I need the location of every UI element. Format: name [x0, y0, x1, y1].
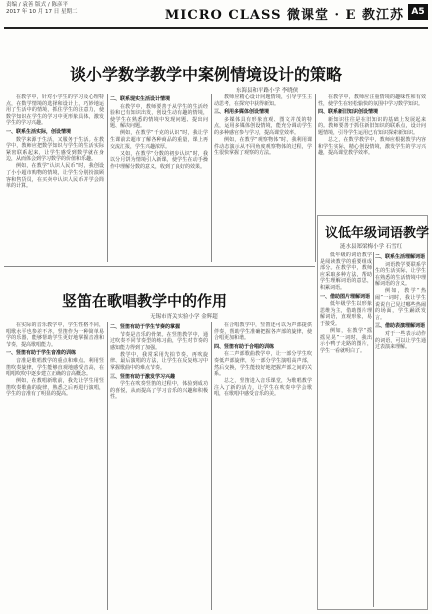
body-paragraph: 例如，在教学“摇摇晃晃”一词时，我出示小鸭子走路的图片，学生一看就明白了。	[320, 328, 372, 354]
body-paragraph: 节奏是音乐的骨架。在竖笛教学中，通过吹奏不同节奏型的练习曲，学生对节奏的感知能力得到了加强。	[110, 331, 208, 351]
body-paragraph: 总之，在数学教学中，教师应根据教学内容和学生实际，精心创设情境，激发学生的学习兴趣，提高课堂教学效率。	[318, 137, 426, 157]
date-line: 2017 年 10 月 17 日 星期二	[6, 9, 78, 15]
body-paragraph: 在二声部歌曲教学中，让一部分学生吹奏低声部旋律，另一部分学生演唱高声部，然后交换，学生能较好地把握声部之间的关系。	[214, 351, 312, 378]
subheading: 二、竖笛有助于学生节奏的掌握	[110, 324, 181, 330]
article3-title: 议低年级词语教学	[325, 226, 430, 241]
column-divider	[211, 322, 212, 610]
article1-col-2	[110, 94, 208, 262]
article1-col-4	[318, 94, 426, 212]
article2-col-3	[214, 322, 312, 610]
column-divider	[315, 94, 316, 262]
column-divider	[107, 322, 108, 610]
editor-line: 责编 / 袁善 版式 / 陈彦平	[6, 2, 68, 8]
subheading: 四、竖笛有助于合唱的训练	[214, 343, 275, 350]
body-paragraph: 教师应精心设计问题情境，引导学生主动思考，在探究中获得新知。	[214, 94, 312, 107]
body-paragraph: 新知识往往是在旧知识的基础上发展起来的。教师要善于抓住新旧知识的联系点，设计问题情境，引导学生运用已有知识探索新知识。	[318, 116, 426, 136]
body-paragraph: 例如，在教学“观察物体”时，我利用课件动态演示从不同角度观察物体的过程，学生很快掌握了观察的方法。	[214, 137, 312, 157]
article1-col-1	[6, 94, 104, 262]
body-paragraph: 音准是歌唱教学的重点和难点。利用竖笛吹奏旋律，学生能够直观地感受音高，在唱唱吹吹中逐步建立正确的音高概念。	[6, 357, 104, 378]
issue-meta	[6, 2, 77, 16]
body-paragraph: 对于一些表示动作的词语，可以让学生通过表演来理解。	[375, 331, 426, 351]
body-paragraph: 低年级学生以形象思维为主，借助图片理解词语，直观形象，易于接受。	[320, 301, 372, 327]
subheading: 三、竖笛有助于激发学习兴趣	[110, 373, 176, 380]
subheading: 一、竖笛有助于学生音准的训练	[6, 350, 77, 357]
article3-col-2	[375, 252, 426, 607]
body-paragraph: 在教学中，教师应注重情境的趣味性和有效性，使学生在轻松愉快的氛围中学习数学知识。	[318, 94, 426, 107]
body-paragraph: 在合唱教学中，竖笛还可以为声部提供伴奏，帮助学生准确把握各声部的旋律，使合唱更加和谐。	[214, 322, 312, 342]
subheading: 一、借助图片理解词语	[320, 293, 371, 300]
body-paragraph: 例如，在教唱新歌前，我先让学生用竖笛吹奏歌曲的旋律，熟悉之后再进行演唱，学生的音准有了明显的提高。	[6, 378, 104, 398]
body-paragraph: 例如，教学“热闹”一词时，我让学生说说自己见过哪些热闹的场面，学生踊跃发言。	[375, 288, 426, 321]
body-paragraph: 例如，在教学“千克的认识”时，我让学生课前去超市了解各种商品的重量，课上再交流汇报，学生兴趣浓厚。	[110, 130, 208, 150]
body-paragraph: 又如，在教学“分数的初步认识”时，我以分月饼为情境引入新课，使学生在动手操作中理解分数的意义，收到了良好的效果。	[110, 150, 208, 170]
section-divider	[4, 266, 315, 267]
subheading: 一、联系生活实际，创设情境	[6, 128, 72, 135]
subheading: 三、利用多媒体创设情境	[214, 109, 270, 116]
body-paragraph: 多媒体具有形象直观、图文并茂的特点，运用多媒体创设情境，能充分调动学生的多种感官参与学习，提高课堂效率。	[214, 116, 312, 136]
body-paragraph: 教学中，我常采用先拍节奏、再吹旋律、最后演唱的方法，让学生在反复练习中掌握歌曲中的难点节奏。	[110, 351, 208, 372]
body-paragraph: 总之，竖笛进入音乐课堂，为歌唱教学注入了新的活力，让学生在吹奏中学会歌唱，在歌唱中感受音乐的美。	[214, 378, 312, 398]
body-paragraph: 低年级的词语教学是阅读教学的重要组成部分。在教学中，教师应采取多种方法，帮助学生理解词语的意思，积累词语。	[320, 252, 372, 291]
article3-byline: 涟水县郑梁梅小学 石雪红	[340, 244, 403, 250]
body-paragraph: 在教学中，针对小学生的学习及心理特点，在数学情境的选择和设计上，巧妙地运用了生活中的情境，抓住学生的注意力，使数学知识在学生的学习中更形象具体，激发学生的学习兴趣。	[6, 94, 104, 127]
article1-col-3	[214, 94, 312, 262]
page-number: A5	[408, 4, 428, 20]
article2-byline: 无锡市胥关实验小学 金辉超	[150, 314, 218, 320]
column-divider	[107, 94, 108, 262]
body-paragraph: 在教学中，教师要善于从学生的生活经验和已有知识出发，创设生动有趣的情境，使学生在熟悉的情境中发现问题、提出问题、解决问题。	[110, 103, 208, 130]
article3-col-1	[320, 252, 372, 607]
article2-title: 竖笛在歌唱教学中的作用	[62, 292, 228, 310]
column-divider	[373, 252, 374, 607]
article1-title: 谈小学数学教学中案例情境设计的策略	[70, 65, 343, 84]
subheading: 三、借助表演理解词语	[375, 323, 426, 330]
subheading: 二、联系生活理解词语	[375, 254, 426, 260]
article2-col-2	[110, 322, 208, 610]
body-paragraph: 学生在吹奏竖笛的过程中，体验到成功的喜悦，从而提高了学习音乐的兴趣和积极性。	[110, 381, 208, 401]
article1-byline: 东海县和平路小学 李晓侠	[236, 88, 299, 94]
body-paragraph: 例如，在教学“认识人民币”时，我创设了小小超市购物的情境，让学生分别扮演顾客和售货员，在买卖中认识人民币并学会简单的计算。	[6, 163, 104, 190]
subheading: 二、联系现实生活设计情境	[110, 96, 171, 102]
body-paragraph: 词语教学要联系学生的生活实际，让学生在熟悉的生活情境中理解词语的含义。	[375, 261, 426, 288]
top-rule	[4, 27, 428, 29]
masthead	[0, 0, 432, 28]
article2-col-1	[6, 322, 104, 610]
body-paragraph: 在实际的音乐教学中，学生性格不同，唱歌水平也参差不齐。竖笛作为一种简单易学的乐器，能够帮助学生更好地掌握音准和节奏，提高歌唱能力。	[6, 322, 104, 348]
section-brand: MICRO CLASS 微课堂 · E 教江苏	[164, 8, 404, 23]
column-divider	[211, 94, 212, 262]
subheading: 四、联系新旧知识创设情境	[318, 109, 379, 116]
body-paragraph: 数学来源于生活，又服务于生活。在教学中，教师应把数学知识与学生的生活实际紧密联系起来，让学生感受到数学就在身边，从而体会到学习数学的价值和乐趣。	[6, 136, 104, 163]
